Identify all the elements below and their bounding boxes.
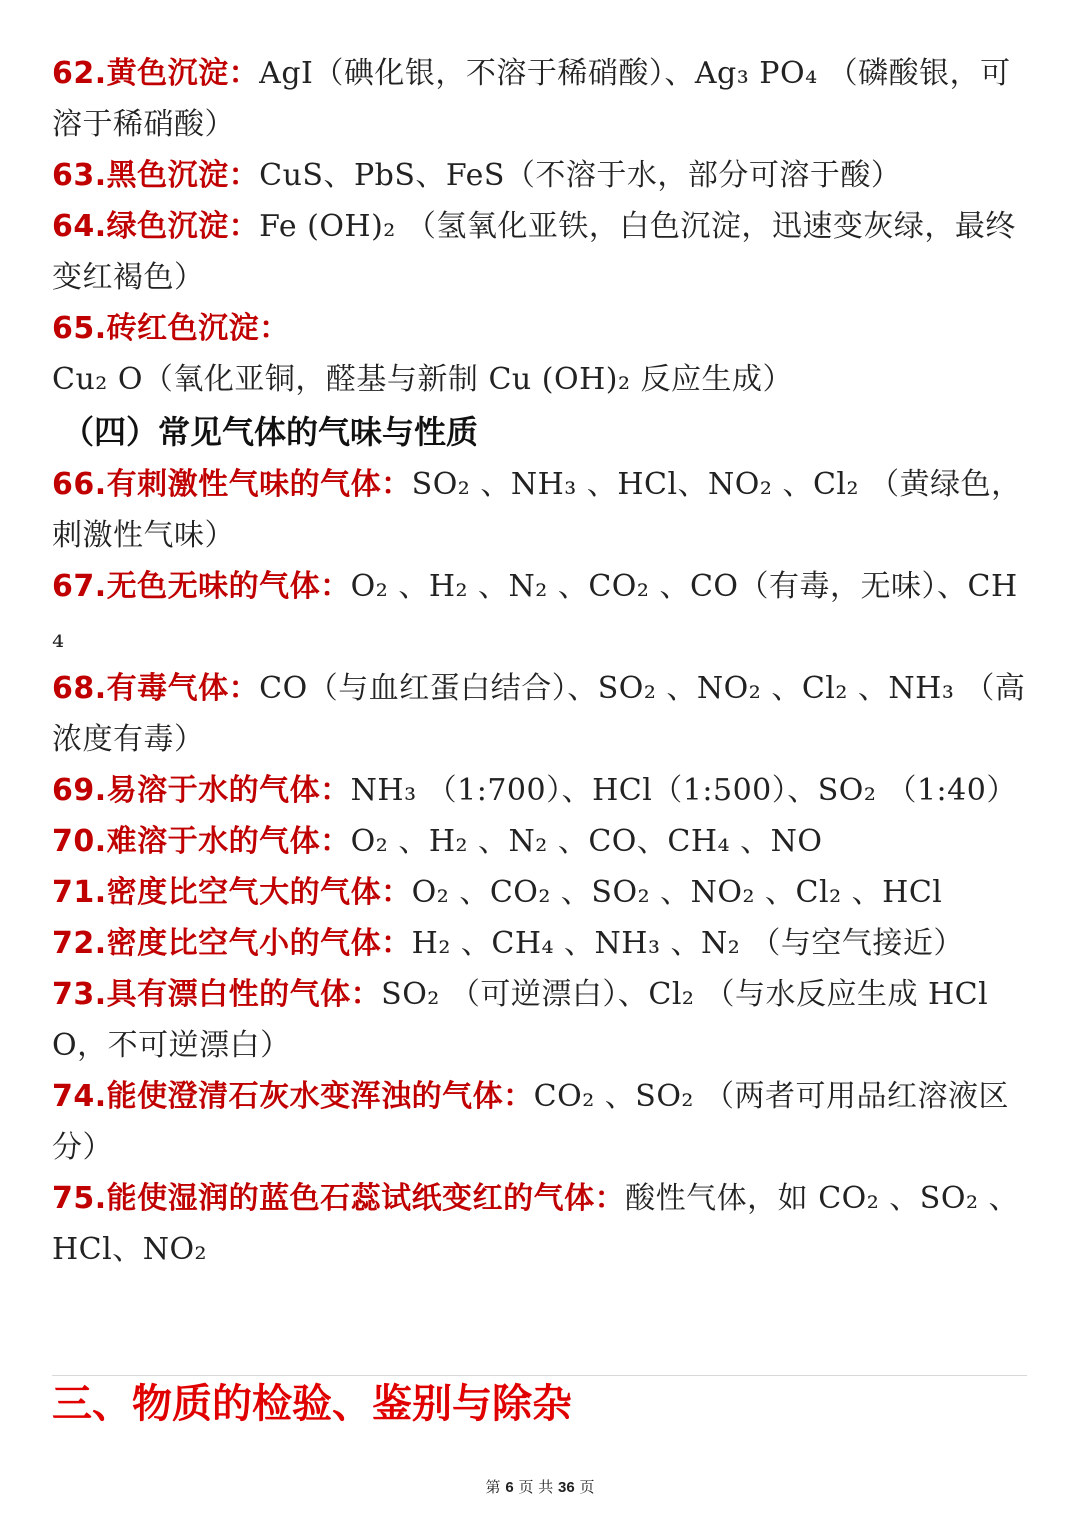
item-number: 72. <box>52 926 107 961</box>
list-item-65 <box>52 303 1027 405</box>
item-label: 密度比空气小的气体： <box>106 926 412 961</box>
list-item-75 <box>52 1173 1027 1275</box>
item-label: 有刺激性气味的气体： <box>106 467 412 502</box>
item-label: 难溶于水的气体： <box>106 824 351 859</box>
item-label: 无色无味的气体： <box>106 569 351 604</box>
footer-suffix: 页 <box>579 1478 595 1496</box>
item-text: NH₃ （1:700）、HCl（1:500）、SO₂ （1:40） <box>350 773 1017 808</box>
item-number: 63. <box>52 158 107 193</box>
item-label: 黑色沉淀： <box>106 158 260 193</box>
item-label: 有毒气体： <box>106 671 260 706</box>
item-text: SO₂ 、NH₃ 、HCl、NO₂ 、Cl₂ （黄绿色，刺激性气味） <box>52 467 1022 553</box>
item-number: 62. <box>52 56 107 91</box>
list-item-72 <box>52 918 1027 969</box>
footer-page-number: 6 <box>505 1479 514 1496</box>
item-number: 74. <box>52 1079 107 1114</box>
page-content <box>52 48 1027 1275</box>
list-item-73 <box>52 969 1027 1071</box>
item-number: 68. <box>52 671 107 706</box>
item-number: 69. <box>52 773 107 808</box>
item-label: 绿色沉淀： <box>106 209 260 244</box>
item-text: CO（与血红蛋白结合）、SO₂ 、NO₂ 、Cl₂ 、NH₃ （高浓度有毒） <box>52 671 1026 757</box>
list-item-70 <box>52 816 1027 867</box>
list-item-64 <box>52 201 1027 303</box>
item-label: 砖红色沉淀： <box>106 311 290 346</box>
item-number: 73. <box>52 977 107 1012</box>
list-item-62 <box>52 48 1027 150</box>
item-label: 能使湿润的蓝色石蕊试纸变红的气体： <box>106 1181 626 1216</box>
footer-middle: 页 共 <box>518 1478 554 1496</box>
item-label: 黄色沉淀： <box>106 56 260 91</box>
list-item-67 <box>52 561 1027 663</box>
item-text: H₂ 、CH₄ 、NH₃ 、N₂ （与空气接近） <box>411 926 964 961</box>
item-text: 酸性气体，如 CO₂ 、SO₂ 、HCl、NO₂ <box>52 1181 1020 1267</box>
list-item-74 <box>52 1071 1027 1173</box>
item-text: O₂ 、H₂ 、N₂ 、CO、CH₄ 、NO <box>350 824 823 859</box>
item-label: 密度比空气大的气体： <box>106 875 412 910</box>
item-number: 75. <box>52 1181 107 1216</box>
item-text: Cu₂ O（氧化亚铜，醛基与新制 Cu (OH)₂ 反应生成） <box>52 362 794 397</box>
item-label: 易溶于水的气体： <box>106 773 351 808</box>
list-item-68 <box>52 663 1027 765</box>
item-text: SO₂ （可逆漂白）、Cl₂ （与水反应生成 HClO，不可逆漂白） <box>52 977 989 1063</box>
footer-total-pages: 36 <box>558 1479 575 1496</box>
item-number: 70. <box>52 824 107 859</box>
list-item-69 <box>52 765 1027 816</box>
item-text: Fe (OH)₂ （氢氧化亚铁，白色沉淀，迅速变灰绿，最终变红褐色） <box>52 209 1016 295</box>
footer-prefix: 第 <box>485 1478 501 1496</box>
list-item-66 <box>52 459 1027 561</box>
item-text: O₂ 、CO₂ 、SO₂ 、NO₂ 、Cl₂ 、HCl <box>411 875 943 910</box>
item-label: 具有漂白性的气体： <box>106 977 382 1012</box>
item-label: 能使澄清石灰水变浑浊的气体： <box>106 1079 534 1114</box>
item-text: CO₂ 、SO₂ （两者可用品红溶液区分） <box>52 1079 1009 1165</box>
item-number: 66. <box>52 467 107 502</box>
chapter-heading: 三、物质的检验、鉴别与除杂 <box>52 1381 572 1427</box>
list-item-63 <box>52 150 1027 201</box>
item-text: O₂ 、H₂ 、N₂ 、CO₂ 、CO（有毒，无味）、CH₄ <box>52 569 1018 655</box>
section-heading: （四）常见气体的气味与性质 <box>62 413 479 451</box>
item-number: 67. <box>52 569 107 604</box>
page-footer <box>0 1476 1080 1497</box>
item-number: 71. <box>52 875 107 910</box>
item-number: 65. <box>52 311 107 346</box>
item-number: 64. <box>52 209 107 244</box>
item-text: AgI（碘化银，不溶于稀硝酸）、Ag₃ PO₄ （磷酸银，可溶于稀硝酸） <box>52 56 1011 142</box>
list-item-71 <box>52 867 1027 918</box>
item-text: CuS、PbS、FeS（不溶于水，部分可溶于酸） <box>259 158 902 193</box>
